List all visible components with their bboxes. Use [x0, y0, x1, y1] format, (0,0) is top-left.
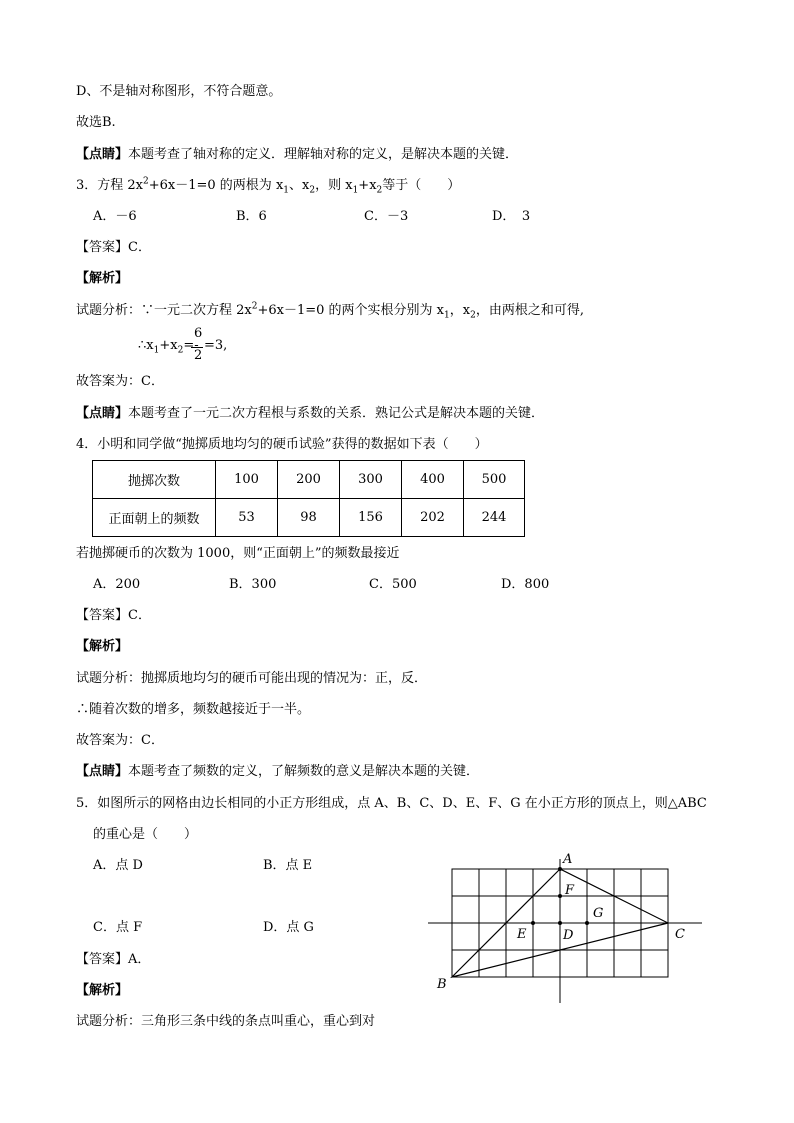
- comment-text: 本题考查了频数的定义，了解频数的意义是解决本题的关键．: [128, 764, 480, 779]
- label-c: C: [675, 927, 685, 942]
- q3-option-b: B．6: [236, 209, 267, 224]
- q3-option-c: C．－3: [364, 209, 409, 224]
- fraction-numerator: 6: [194, 326, 203, 341]
- point-d: [558, 921, 562, 925]
- table-cell: 100: [216, 461, 278, 499]
- q4-analysis-tag: 【解析】: [76, 639, 129, 654]
- comment-text: 本题考查了一元二次方程根与系数的关系．熟记公式是解决本题的关键．: [128, 406, 545, 421]
- table-cell: 98: [278, 499, 340, 537]
- formula-part: =-: [183, 338, 199, 353]
- grid-triangle-figure: [420, 845, 710, 1005]
- comment-text: 本题考查了轴对称的定义．理解轴对称的定义，是解决本题的关键．: [128, 147, 519, 162]
- stem-part: +x: [358, 178, 377, 193]
- formula-prefix: [138, 338, 199, 356]
- label-g: G: [593, 906, 604, 921]
- point-f: [558, 894, 562, 898]
- q5-option-b: B．点 E: [263, 858, 313, 873]
- label-d: D: [563, 928, 574, 943]
- q3-answer: 【答案】C．: [76, 240, 151, 255]
- q3-analysis: [76, 302, 584, 320]
- label-f: F: [565, 883, 575, 898]
- comment-tag: 【点睛】: [76, 147, 129, 162]
- comment-paragraph: [76, 146, 518, 164]
- table-cell: 200: [278, 461, 340, 499]
- question-5-stem: 5．如图所示的网格由边长相同的小正方形组成，点 A、B、C、D、E、F、G 在小正方形的顶点上，则△ABC: [76, 796, 707, 811]
- q3-analysis-tag: 【解析】: [76, 271, 129, 286]
- fraction-denominator: 2: [194, 348, 203, 363]
- point-g: [585, 921, 589, 925]
- table-cell: 156: [340, 499, 402, 537]
- table-cell: 202: [402, 499, 464, 537]
- table-cell: 300: [340, 461, 402, 499]
- q5-answer: 【答案】A．: [76, 952, 151, 967]
- point-a: [558, 867, 562, 871]
- question-4-stem: 4．小明和同学做“抛掷质地均匀的硬币试验”获得的数据如下表（ ）: [76, 437, 488, 452]
- label-a: A: [563, 852, 573, 867]
- table-row: [93, 499, 525, 537]
- formula-result: =3,: [204, 338, 228, 353]
- subscript: 2: [309, 185, 316, 196]
- table-cell: 抛掷次数: [93, 461, 216, 499]
- subscript: 1: [283, 185, 290, 196]
- choice-statement: 故选B.: [76, 115, 116, 130]
- q4-conclusion: 故答案为：C．: [76, 733, 164, 748]
- comment-tag: 【点睛】: [76, 406, 129, 421]
- q3-option-d: D． 3: [492, 209, 531, 224]
- q4-analysis: 试题分析：抛掷质地均匀的硬币可能出现的情况为：正，反．: [76, 671, 428, 686]
- subscript: 1: [153, 345, 160, 356]
- label-e: E: [517, 927, 527, 942]
- analysis-part: +6x－1=0 的两个实根分别为 x: [257, 303, 445, 318]
- q3-option-a: A．－6: [93, 209, 137, 224]
- q4-comment: [76, 763, 479, 781]
- q4-analysis-2: ∴随着次数的增多，频数越接近于一半。: [76, 702, 311, 717]
- subscript: 1: [352, 185, 359, 196]
- subscript: 1: [444, 310, 450, 321]
- table-cell: 53: [216, 499, 278, 537]
- frequency-table: [92, 460, 525, 537]
- q4-option-a: A．200: [93, 577, 141, 592]
- stem-part: 、x: [289, 178, 310, 193]
- stem-part: ，则 x: [315, 178, 353, 193]
- subscript: 2: [376, 185, 383, 196]
- table-row: [93, 461, 525, 499]
- point-e: [531, 921, 535, 925]
- q4-question: 若抛掷硬币的次数为 1000，则“正面朝上”的频数最接近: [76, 546, 400, 561]
- stem-part: 3．方程 2x: [76, 178, 144, 193]
- stem-part: 等于（ ）: [382, 178, 461, 193]
- q4-option-c: C．500: [369, 577, 417, 592]
- q5-option-d: D．点 G: [263, 920, 314, 935]
- q5-option-c: C．点 F: [93, 920, 143, 935]
- stem-part: +6x－1=0 的两根为 x: [148, 178, 284, 193]
- q3-comment: [76, 405, 544, 423]
- q5-analysis-tag: 【解析】: [76, 983, 129, 998]
- q5-option-a: A．点 D: [93, 858, 143, 873]
- label-b: B: [437, 977, 447, 992]
- superscript: 2: [251, 301, 258, 312]
- subscript: 2: [177, 345, 184, 356]
- comment-tag: 【点睛】: [76, 764, 129, 779]
- analysis-part: ，x: [449, 303, 471, 318]
- question-3-stem: [76, 177, 460, 195]
- analysis-part: ，由两根之和可得,: [475, 303, 584, 318]
- q4-option-b: B．300: [229, 577, 277, 592]
- table-cell: 244: [464, 499, 525, 537]
- q3-conclusion: 故答案为：C．: [76, 374, 164, 389]
- table-cell: 400: [402, 461, 464, 499]
- q4-option-d: D．800: [501, 577, 550, 592]
- formula-part: +x: [159, 338, 178, 353]
- formula-part: ∴x: [138, 338, 154, 353]
- superscript: 2: [143, 176, 149, 187]
- option-d-explanation: D、不是轴对称图形，不符合题意。: [76, 84, 282, 99]
- analysis-part: 试题分析：∵一元二次方程 2x: [76, 303, 252, 318]
- q4-answer: 【答案】C．: [76, 608, 151, 623]
- question-5-stem-cont: 的重心是（ ）: [93, 827, 198, 842]
- q5-analysis: 试题分析：三角形三条中线的条点叫重心，重心到对: [76, 1014, 376, 1029]
- table-cell: 500: [464, 461, 525, 499]
- subscript: 2: [470, 310, 476, 321]
- table-cell: 正面朝上的频数: [93, 499, 216, 537]
